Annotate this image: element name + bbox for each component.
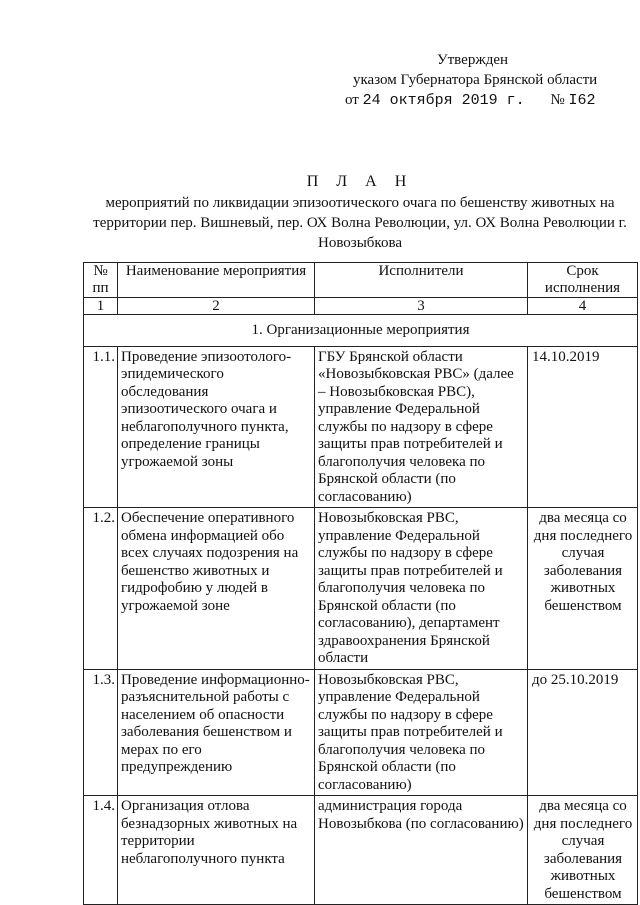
column-number-row xyxy=(84,298,638,315)
row-executors: Новозыбковская РВС, управление Федеральной службы по надзору в сфере защиты прав потребителей и благополучия человека по Брянской области (по согласованию) xyxy=(315,669,528,796)
header-name: Наименование мероприятия xyxy=(118,263,315,298)
section-title: 1. Организационные мероприятия xyxy=(84,315,638,347)
plan-table xyxy=(83,262,638,905)
section-row xyxy=(84,315,638,347)
column-number: 2 xyxy=(118,298,315,315)
number-prefix: № xyxy=(550,92,565,108)
column-number: 1 xyxy=(84,298,118,315)
approval-date: 24 октября 2019 г. xyxy=(362,92,525,109)
row-term: 14.10.2019 xyxy=(528,346,638,508)
document-title: П Л А Н xyxy=(306,173,414,190)
table-row xyxy=(84,346,638,508)
row-activity: Организация отлова безнадзорных животных на территории неблагополучного пункта xyxy=(118,796,315,905)
row-executors: ГБУ Брянской области «Новозыбковская РВС» (далее – Новозыбковская РВС), управление Федеральной службы по надзору в сфере защиты прав потребителей и благополучия человека по Брянской области (по согласованию) xyxy=(315,346,528,508)
row-activity: Обеспечение оперативного обмена информацией обо всех случаях подозрения на бешенство животных и гидрофобию у людей в угрожаемой зоне xyxy=(118,508,315,670)
table-header-row xyxy=(84,263,638,298)
approval-block xyxy=(345,50,635,111)
table-row xyxy=(84,508,638,670)
row-term: два месяца со дня последнего случая заболевания животных бешенством xyxy=(528,508,638,670)
table-row xyxy=(84,796,638,905)
row-executors: Новозыбковская РВС, управление Федеральной службы по надзору в сфере защиты прав потребителей и благополучия человека по Брянской области (по согласованию), департамент здравоохранения Брянской области xyxy=(315,508,528,670)
table-row xyxy=(84,669,638,796)
row-executors: администрация города Новозыбкова (по согласованию) xyxy=(315,796,528,905)
row-term: до 25.10.2019 xyxy=(528,669,638,796)
row-number: 1.3. xyxy=(84,669,118,796)
approval-date-line xyxy=(345,90,635,111)
row-activity: Проведение информационно-разъяснительной работы с населением об опасности заболевания бешенством и мерах по его предупреждению xyxy=(118,669,315,796)
row-term: два месяца со дня последнего случая заболевания животных бешенством xyxy=(528,796,638,905)
date-prefix: от xyxy=(345,92,359,108)
column-number: 3 xyxy=(315,298,528,315)
approval-number: I62 xyxy=(568,92,596,109)
header-number: № пп xyxy=(84,263,118,298)
document-subtitle: мероприятий по ликвидации эпизоотического очага по бешенству животных на территории пер. Вишневый, пер. ОХ Волна Революции, ул. ОХ Волна Революции г. Новозыбкова xyxy=(93,195,627,251)
row-number: 1.4. xyxy=(84,796,118,905)
row-activity: Проведение эпизоотолого-эпидемического обследования эпизоотического очага и неблагополучного пункта, определение границы угрожаемой зоны xyxy=(118,346,315,508)
column-number: 4 xyxy=(528,298,638,315)
row-number: 1.2. xyxy=(84,508,118,670)
approval-authority: указом Губернатора Брянской области xyxy=(353,72,598,88)
approval-title: Утвержден xyxy=(437,52,509,68)
row-number: 1.1. xyxy=(84,346,118,508)
header-term: Срок исполнения xyxy=(528,263,638,298)
header-executors: Исполнители xyxy=(315,263,528,298)
